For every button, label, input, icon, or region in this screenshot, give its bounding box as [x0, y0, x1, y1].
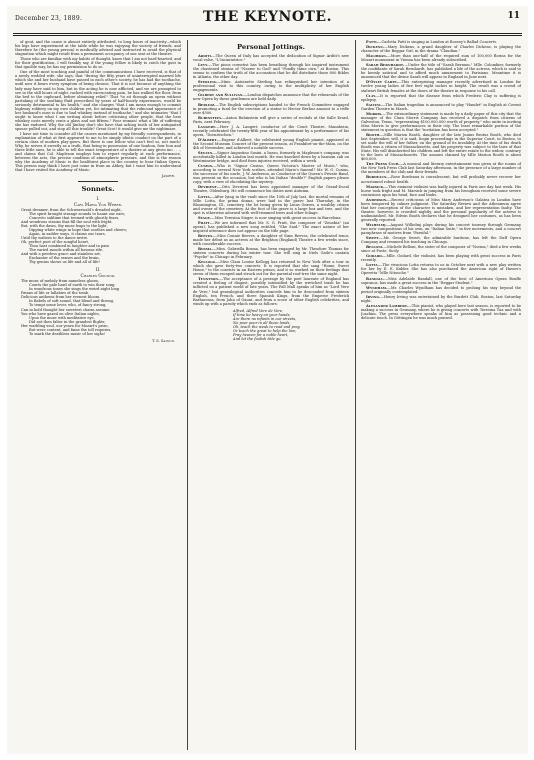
jotting-text: The extraordinary statement is made by a daily paper of this city that the manager of the Clara Morris Company has received a dispatch from citizens of Galveston, Texas, "representing $100,000,000 worth of property," who unite in inviting Miss Morris to give performances in their city. The least remarkable portion of the statement in question is that the "invitation has been accepted." [361, 111, 521, 132]
column-left [15, 40, 181, 748]
masthead-rule-bottom [13, 35, 522, 36]
verse-line: Courts the pale bard of earth to win their song; [29, 283, 116, 288]
essay-paragraph: of gout, and the cause is almost entirely attributed, to long hours of inactivity—which his legs have experienced at the table while he was enjoying the society of friends, and therefore he (the young person) is medically advised and instructed to avoid the physical stagnation which might result from a permanent occupancy of one seat at the theatre. [15, 40, 181, 57]
jotting-text: Miss. Gabriella Bosma, has been engaged by Mr. Theodore Thomas for sixteen concerts during his winter tour. She will sing in Niels Gade's cantata "Psyche" in Chicago in February. [193, 247, 349, 260]
jotting-item [193, 151, 349, 163]
verse-line: In wondrous tones she sings the weird night long [29, 287, 120, 292]
jotting-item [193, 195, 349, 215]
jotting-item [193, 80, 349, 92]
jotting-name: Devrient. [198, 185, 219, 190]
jotting-name: Booth. [366, 132, 381, 137]
jotting-name: Seguin. [198, 151, 214, 156]
verse-line: In Babels of soft sound, that blend and throng, [29, 299, 115, 304]
page-number: 11 [507, 11, 520, 21]
jotting-text: Mr. Charles Wyndham has decided to prolong his stay beyond the period originally contemplated. [361, 285, 521, 294]
poem-line: Pray heaven for a noble heart, [233, 333, 289, 337]
jotting-name: Gilbert and Sullivan. [198, 93, 244, 98]
jotting-item [361, 54, 521, 62]
jotting-separator: — [408, 303, 412, 308]
sonnet-1-number: I. [96, 195, 100, 201]
jotting-text: Mlle. Godard, the violinist, has been playing with great success in Paris recently. [361, 254, 521, 263]
jotting-item [361, 254, 521, 262]
jotting-separator: — [386, 222, 391, 227]
verse-line: To mark the deathless music of her sighs! [29, 331, 106, 336]
jotting-text: The pious cornetist has been breathing through his inspired instrument the chastened strains of "Nearer to God" and "Fondly thine own," at Boston. This seems to confirm the truth of the accusation that he did distribute those 800 Bibles in Atlanta, the other day. [193, 63, 349, 80]
jotting-text: It is reported that the disease from which Frederic Clay is suffering is epilepsy. [361, 93, 521, 102]
publication-title: THE KEYNOTE. [203, 9, 332, 25]
sonnet-2-number: II. [95, 267, 101, 273]
jotting-text: Miss Teresina Singer, is now singing with great success in Barcelona. [214, 215, 342, 220]
jotting-separator: — [382, 254, 387, 259]
jotting-item [361, 295, 521, 303]
sonnets-heading: Sonnets. [81, 184, 115, 193]
jotting-name: D'Albert. [198, 137, 218, 142]
jotting-separator: — [381, 102, 386, 107]
jotting-item [361, 286, 521, 294]
poem-line: Are there no infants in our streets, [233, 316, 297, 321]
jotting-text: Henry Irving was entertained by the Burdett Club, Boston, last Saturday night. [361, 294, 521, 303]
essay-signature: Jasper. [161, 173, 175, 178]
essay-paragraph: I have not time to consider all the causes mentioned by my friendly correspondents, in explanation of what at first appeared to me to be simply idiotic conduct on the part of a certain class of modern play-goers. But there is one fellow who can't feel so, not much! Why, he serves it sweetly as a truth, that being in possession of one bonbon, four bon and three little ones, he is able to tell the exact temperature of a theatre at any given mo . . ., and claims that Col. Mapleson employs him to report regularly at each performance, between the acts, the precise condition of atmospheric pressure, and this is the reason why the Academy of Music is the healthiest place in the country to hear Italian Opera. This person may think I have just come in from an Abbey, but I want him to understand that I have visited the Academy of Music. [15, 132, 181, 173]
jotting-separator: — [376, 93, 381, 98]
verse-line: You who have gazed on olive Italian nights, [21, 311, 100, 316]
jotting-name: Berlioz. [198, 102, 216, 107]
jotting-text: Herr J. A. Langert, conductor of the Court Theatre, Mannheim, recently celebrated the twenty-fifth year of his appointment by a performance of his opera, "Dornröschen." [193, 124, 349, 137]
jotting-item [361, 223, 521, 235]
jotting-name: Tennyson. [198, 277, 220, 282]
poem-line: And let the foolish title go. [233, 337, 282, 342]
jotting-name: Irving. [366, 294, 381, 299]
verse-line: Great dreamer, from the Schwarzwald's dreaded night, [21, 207, 122, 212]
verse-line: Enchanter of the senses and the brain, [29, 256, 100, 261]
jotting-name: Anderson. [366, 197, 388, 202]
jotting-text: Recent criticisms of Miss Mary Anderson's Galatea in London have been tempered by calmer judgment. The Saturday Review and the Athenæum agree that her conception of the character is mistaken, and her representation faulty. The theatre, however, is crowded nightly, and the personal popularity of the actress is undiminished. Mr. Edwin Booth declares that he designed her costumes, as has been generally reported. [361, 197, 521, 222]
jotting-name: Dickens. [366, 45, 384, 50]
jotting-name: Belloni. [366, 245, 384, 250]
jotting-text: Carlotta Patti is singing in London at Boosey's Ballad Concerts. [381, 40, 498, 44]
jotting-item [361, 162, 521, 174]
jotting-separator: — [208, 63, 213, 68]
jotting-name: Marsick. [366, 184, 385, 189]
essay [15, 40, 181, 178]
jotting-separator: — [218, 185, 222, 190]
jottings-list-continued [361, 40, 521, 320]
verse-line: Until thy waltzes to the dance invite. [21, 235, 89, 240]
verse-line: Pæans of life or lullabies of the tomb. [21, 291, 90, 296]
jotting-name: Patti. [366, 40, 378, 44]
jotting-item [193, 234, 349, 246]
jotting-separator: — [377, 40, 382, 44]
jotting-separator: — [213, 233, 218, 238]
jotting-separator: — [387, 285, 391, 290]
jotting-item [193, 63, 349, 79]
verse-line: The muse of melody from nameless gloom, [21, 279, 99, 284]
verse-line: Thou hast combined in laughter and in pain [29, 243, 109, 248]
jotting-name: Stage. [198, 215, 212, 220]
jotting-name: Cusins. [198, 164, 214, 169]
jotting-name: Sarah Bernhardt. [366, 63, 405, 68]
jotting-text: The Queen of Italy has accepted the dedication of Signor Arditi's new vocal valse, "L'Incantatrice." [193, 54, 349, 63]
jotting-separator: — [387, 175, 392, 180]
jotting-item [361, 80, 521, 92]
jotting-item [193, 93, 349, 101]
verse-line: The spirit brought strange sounds to haunt our ears; [29, 211, 126, 216]
jotting-name: Reeves. [198, 233, 214, 238]
essay-paragraph: One of the most touching and painful of the communications I have received, is that of a newly wedded wife, she says, that "during the fifty years of uninterrupted married life which she and her husband have passed in each other's society, he has had the toothache, until now it bears every symptom of being chronic. That it is not because of anything the lady may have said to him, but in the acting he is now afflicted, and we are prompted to see in the still hours of night, racked with excruciating pain, he has walked the floor, from the bed to the cupboard, before obtaining relief." That "to sit through an opera without partaking of the soothing fluid prescribed by years of half-hourly experiences, would be seriously detrimental to his health," and she charges "that I am mean enough to commit highway robbery on my own children yet, for intimating that the rubicund appearance of her husband's nose is due to bad whiskey instead of toothache," and she intimates "that I ought to know what I am writing about before criticising other people, that the best whiskey costs merely cents a glass and not fifteen." Poor woman! what a life of suffering she has endured. Why the old Jimboy don't she have that aching tooth of her antiquated spouse pulled out, and stop all this trouble? Great Scot! it would give me the nightmare. [15, 70, 181, 131]
jotting-item [361, 45, 521, 53]
jotting-item [361, 133, 521, 161]
jotting-text: Who is "Signor Cusino, Queen Victoria's Master of Music," who, according to several New York scribes, attended Mario's funeral? Mr. W. G. Cusins, the successor of his uncle, J. W. Anderson, as Conductor of the Queen's Private Band, was present on the occasion, but who is his Italian "double?" English papers please copy, with a view of elucidating the mystery. [193, 164, 349, 185]
jotting-item [193, 221, 349, 233]
jotting-text: Anton Rubinstein will give a series of recitals at the Salle Erard, Paris, next February. [193, 115, 349, 124]
jotting-item [193, 125, 349, 137]
jotting-item [361, 63, 521, 79]
jotting-text: The English subscriptions handed to the French Committee engaged in promoting a fund for the erection of a statue to Hector Berlioz amount to a trifle over $500. [193, 102, 349, 115]
jotting-separator: — [217, 80, 222, 85]
jotting-name: Rubinstein. [198, 115, 223, 120]
jotting-name: Sweet. [366, 236, 381, 241]
verse-line: And wondrous strains that fill the soul with fright. [21, 219, 113, 224]
jotting-item [361, 198, 521, 222]
jotting-item [361, 245, 521, 253]
jotting-name: Wyndham. [366, 285, 388, 290]
poem-line: Or teach the great to help the low; [233, 328, 297, 333]
jotting-text: Eugene d'Albert, the celebrated young English pianist, appeared at the Second Museum Concert of the present season, at Frankfort-on-the-Main, on the 4th of November, and achieved a notable success. [193, 137, 349, 150]
verse-line: Thy genius shows us life and all of life! [29, 260, 100, 265]
jotting-separator: — [383, 45, 388, 50]
poem-line: If time be heavy on your hands, [233, 312, 291, 317]
jotting-separator: — [243, 93, 248, 98]
jotting-item [193, 103, 349, 115]
verse-line: Can in bold thought her sweetest charm assume. [21, 307, 111, 312]
jotting-separator: — [210, 194, 215, 199]
jotting-name: Clay. [366, 93, 377, 98]
jotting-separator: — [380, 236, 384, 241]
jotting-separator: — [399, 162, 404, 167]
jotting-item [193, 116, 349, 124]
personal-jottings-heading: Personal Jottings. [237, 43, 305, 51]
jotting-separator: — [213, 151, 218, 156]
column-divider-2 [355, 40, 356, 750]
verse-line: And with a peerless grace and stainless art, [21, 252, 101, 257]
jotting-text: Signor Augustino Susini, a basso, formerly in Mapleson's company, was accidentally killed in London last month. He was knocked down by a hansom cab on Westminster bridge, and died from injuries received, within a week. [193, 151, 349, 164]
jotting-item [193, 260, 349, 276]
jotting-separator: — [380, 132, 385, 137]
section-divider [78, 181, 118, 182]
jotting-text: Otto Devrient has been appointed manager of the Grand-Ducal Theatre, Oldenburg. He will commence his duties next Autumn. [193, 185, 349, 194]
verse-line: But, with the dawn, thy muse leaps to the light, [21, 223, 108, 228]
jotting-separator: — [383, 245, 388, 250]
jotting-item [361, 263, 521, 275]
jotting-text: Mlle Marion Booth, daughter of the late Junius Brutus Booth, who died last September, will, it is said, begin proceedings in the Superior Court, in Boston, to set aside the will of her father, on the ground of its invalidity. At the time of his death Booth was a citizen of Massachusetts, and his property was subject to the laws of that State. His will disinherited his children and left the entire estate to the widow, contrary to the laws of Massachusetts. The amount claimed by Mlle Marion Booth is about $60,000. [361, 132, 521, 162]
sonnets-signature: T. S. Salvus. [152, 338, 175, 343]
jotting-text: Michele Belloni, the sister of the composer of "Norma," died a few weeks since at Puste, Sicily. [361, 245, 521, 254]
jotting-text: A musical and literary entertainment was given at the rooms of the New York Press Club last Saturday afternoon, in the presence of a large number of the members of the club and their friends. [361, 162, 521, 175]
jotting-text: Mr. George Sweet, the admirable baritone, has left the Duff Opera Company and resumed his teaching in Chicago. [361, 236, 521, 245]
parody-poem [193, 309, 349, 341]
jotting-text: Rose Bordeaux is convalescent, but will probably never recover her accustomed robust health. [361, 175, 521, 184]
jotting-name: Morris. [366, 111, 383, 116]
jotting-item [193, 247, 349, 259]
jotting-item [361, 236, 521, 244]
jotting-separator: — [212, 54, 216, 58]
masthead-rule-top [13, 33, 522, 34]
jotting-item [361, 112, 521, 132]
jotting-item [361, 40, 521, 44]
jotting-name: Arditi. [198, 54, 213, 58]
jotting-name: The Press Club. [366, 162, 400, 167]
jotting-text: This enterprising manager recently advertised in London for twelve young ladies of five feet eight inches in height. The result was a crowd of stalwart British females at the doors of the theatre in response to his call. [361, 80, 521, 93]
jotting-item [361, 185, 521, 197]
jotting-name: Pratt. [198, 220, 211, 225]
jotting-separator: — [219, 277, 223, 282]
jotting-separator: — [215, 102, 219, 107]
jotting-separator: — [210, 220, 215, 225]
jotting-text: Mme. Antoinette Sterling has relinquished her intention of a professional visit to this country, owing to the multiplicity of her English engagements. [193, 80, 349, 93]
jotting-separator: — [212, 247, 217, 252]
jotting-name: Sterling. [198, 80, 218, 85]
verse-line: Delicious anthems from her evenest bloom. [21, 295, 101, 300]
jotting-separator: — [387, 197, 392, 202]
jotting-name: D'Oyley Carte. [366, 80, 398, 85]
jotting-text: London dispatches announce that the rehearsals of the new Opera by these gentlemen are held daily. [193, 93, 349, 102]
jotting-separator: — [222, 115, 226, 120]
sonnet-2 [15, 279, 181, 336]
jotting-name: Langert. [198, 124, 217, 129]
jotting-separator: — [404, 63, 408, 68]
newspaper-page [7, 6, 528, 754]
jotting-item [361, 103, 521, 111]
jotting-name: Randall. [366, 276, 385, 281]
verse-line: Concerto sublime that teemed with ghostly fears, [29, 215, 120, 220]
jotting-text: This pianist, who played here last season, is reported to be making a success in Germany, where he is giving concerts with Teresina Tua and with Joachim. The press everywhere speaks of him as possessing good technic and a delicate touch. In Göttingen he was much praised. [361, 303, 521, 320]
jotting-item [193, 185, 349, 193]
jotting-text: Under the title of "Sarah Bernum," Mlle. Colombier, formerly the confidante of Sarah Bernhardt, has published a life of the actress, which is said to be keenly satirical and to afford much amusement to Parisians. Meantime it is announced that the divine Sarah will appear in England in June next. [361, 63, 521, 80]
jotting-name: Levy. [198, 63, 209, 68]
jotting-text: More than one-half of the required sum of 100,000 florins for the Mozart monument in Vienna has been already subscribed. [361, 54, 521, 63]
jotting-name: Malibran. [366, 54, 388, 59]
jotting-name: Kellogg. [198, 260, 217, 265]
jotting-text: After lying in the vault since the 10th of July last, the mortal remains of Mlle. Lotta, the prima donna, were laid in the grave last Thursday, in the Bloomington, Ill., cemetery, the lot being given by Linus Graves, a wealthy citizen and owner of the cemetery. At the foot of the grave is a large box and tree, and the spot is otherwise adorned with well-trimmed trees and other foliage. [193, 194, 349, 215]
jotting-separator: — [384, 276, 389, 281]
jotting-name: Wilhelmj. [366, 222, 387, 227]
verse-line: To tempt some lover, who, of fancy strong, [29, 303, 107, 308]
jotting-text: Miss Connie Reeves, a daughter of Sims Reeves, the celebrated tenor, made her début as an actress at the Brighton (England) Theatre a few weeks since, with considerable success. [193, 233, 349, 247]
essay-paragraph: Those who are familiar with my habits of thought, know that I am not hard-hearted, and for their gratification, I will frankly say, if the young fellow is likely to catch the gout in that ignoble way, he has my permission to do so. [15, 57, 181, 70]
jotting-item [193, 138, 349, 150]
jotting-text: The acceptance of a peerage by the poet laureate of England has created a feeling of disgust, possibly intensified by the wretched trash he has inflicted on a patient world of late years. The Pall Mall speaks of him as "Lord Vere de Vere," but genealogical authorities concede him to be descended from sixteen English, ten French, and three Spanish Kings, from the Emperor Frederick Barbarossa, from John of Gaunt, and from a score of other English celebrities, and winds up with a parody which ends as follows: [193, 277, 349, 306]
jotting-item [193, 277, 349, 305]
verse-line: Her warbling soul, our yearn for Mozart's prize, [21, 323, 109, 328]
jottings-list [193, 54, 349, 306]
jotting-separator: — [387, 54, 391, 59]
jotting-name: Bordeaux. [366, 175, 388, 180]
jotting-separator: — [216, 260, 221, 265]
column-middle [193, 40, 349, 748]
jotting-separator: — [382, 111, 386, 116]
jotting-name: Bosma. [198, 247, 213, 252]
verse-line: The varied moods within all bosoms rife, [29, 248, 104, 253]
column-right [361, 40, 521, 748]
jotting-separator: — [384, 184, 389, 189]
jotting-item [193, 216, 349, 220]
jotting-text: The Italian tragedian is announced to play "Hamlet" in English at Covent Garden Theatre in March. [361, 102, 521, 111]
jotting-text: August Wilhelmj plays during his concert tourney through Germany two new compositions of his own, an "Italian Suite," in five movements, and a concert paraphrase of motives from "Parsifal." [361, 222, 521, 236]
verse-line: Did not then falter in the grandest flights; [29, 319, 106, 324]
jotting-item [193, 54, 349, 62]
jotting-separator: — [217, 137, 222, 142]
jotting-text: We are informed that Mr. S. G. Pratt, the composer of "Zenobia" (an opera), has published a new song entitled, "She Said." The exact nature of her inspired utterance does not appear on the title page. [193, 220, 349, 233]
verse-line: Again, in sadder ways, it claims our tears, [29, 231, 106, 236]
masthead [7, 6, 528, 34]
jotting-name: Alexander Lambert. [366, 303, 409, 308]
jotting-item [193, 164, 349, 184]
poem-line: Alfred, Alfred Vere de Vere, [233, 308, 284, 313]
jotting-item [361, 94, 521, 102]
sonnet-2-title: Charles Gounod. [80, 273, 116, 279]
verse-line: Oh, perfect poet of the songful heart, [21, 239, 90, 244]
jotting-separator: — [397, 80, 402, 85]
issue-date: December 23, 1889. [15, 15, 83, 22]
verse-line: But were content, and fame the toll requires, [29, 327, 112, 332]
jotting-name: Lotta. [366, 263, 379, 268]
poem-line: No poor poor in all these lands, [233, 320, 291, 325]
sonnet-1 [15, 208, 181, 265]
jotting-item [361, 277, 521, 285]
jotting-name: Godard. [366, 254, 383, 259]
jotting-separator: — [211, 215, 215, 220]
column-divider-1 [187, 40, 188, 750]
jotting-separator: — [216, 124, 220, 129]
jotting-separator: — [380, 294, 384, 299]
poem-line: Oh, teach the weak to read and pray, [233, 324, 301, 329]
verse-line: Dipping white wings in hope that soothes and cheers; [29, 227, 128, 232]
jotting-name: Salvini. [366, 102, 382, 107]
verse-line: Upon the muse with meditative eye, [29, 315, 95, 320]
jotting-text: The vivacious Lotta returns to us in October next with a new play written for her by E. E. Kidder. She has also purchased the American right of Hawes's Operetta "Mlle Nitouche." [361, 263, 521, 276]
jotting-text: This eminent violinist was badly injured in Paris one day last week. His horse took fright and M. Marsick in jumping from his brougham received some severe contusions upon his head, face and limbs. [361, 184, 521, 197]
jotting-separator: — [213, 164, 217, 169]
jotting-separator: — [378, 263, 383, 268]
jotting-text: Miss Clara Louise Kellogg has returned to New York after a tour in which she gave forty-two concerts. It is reported that she sang "Home, Sweet Home," to the convicts in an Eastern prison, and it so worked on their feelings that seven of them escaped and struck out for the parental roof-tree the same night. [193, 260, 349, 277]
jotting-text: Mary Dickens, a grand daughter of Charles Dickens, is playing the character of the Beggar Girl, in the drama "Claudian." [361, 45, 521, 54]
jotting-name: Lotta. [198, 194, 211, 199]
jotting-item [361, 304, 521, 320]
jotting-item [361, 175, 521, 183]
jotting-text: Miss Adelaide Randall, one of the best of American Opera Bouffe sopranos, has made a great success in the "Beggar Student." [361, 276, 521, 285]
sonnet-1-title: Carl Maria Von Weber. [73, 201, 123, 207]
